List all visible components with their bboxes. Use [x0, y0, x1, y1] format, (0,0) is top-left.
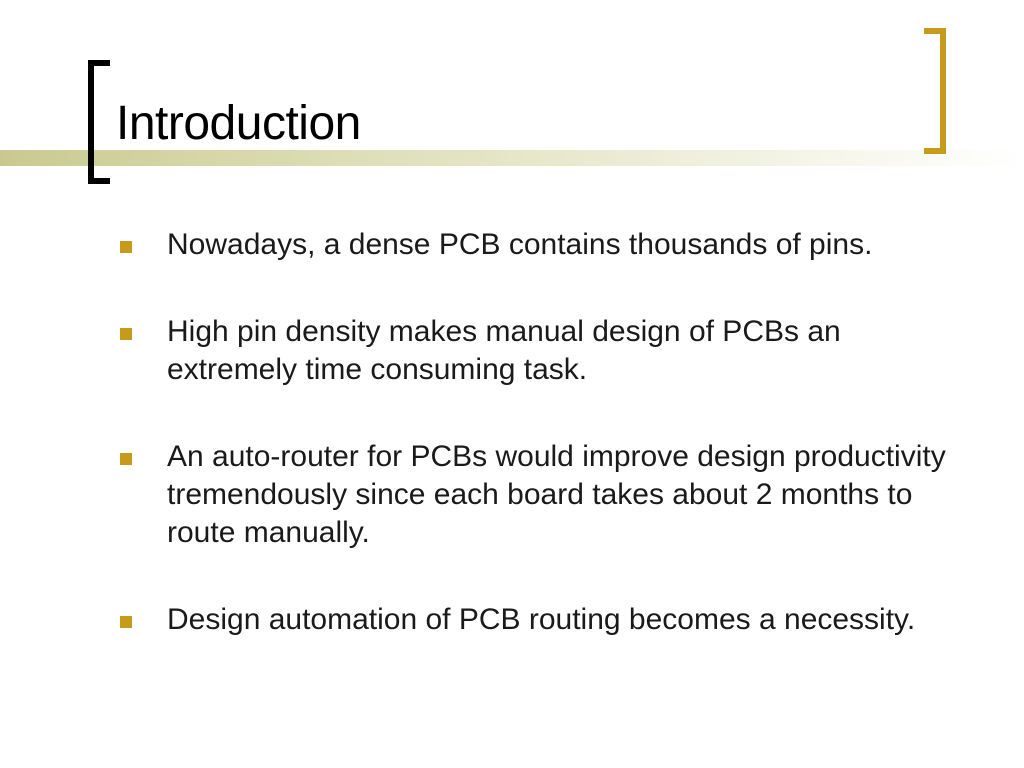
square-bullet-icon	[120, 241, 132, 253]
bullet-item	[118, 438, 958, 552]
bullet-item	[118, 226, 958, 264]
bullet-text: An auto-router for PCBs would improve design productivity tremendously since each board takes about 2 months to route manually.	[167, 440, 946, 549]
slide-title: Introduction	[116, 97, 361, 150]
bullet-list	[118, 226, 958, 639]
bullet-text: Design automation of PCB routing becomes a necessity.	[167, 603, 916, 636]
square-bullet-icon	[120, 328, 132, 340]
square-bullet-icon	[120, 453, 132, 465]
bullet-item	[118, 313, 958, 389]
square-bullet-icon	[120, 616, 132, 628]
bullet-item	[118, 601, 958, 639]
left-bracket-decoration	[88, 60, 110, 184]
bullet-text: Nowadays, a dense PCB contains thousands of pins.	[167, 228, 873, 261]
title-band	[0, 150, 1024, 166]
bullet-text: High pin density makes manual design of PCBs an extremely time consuming task.	[167, 315, 841, 386]
right-bracket-decoration	[924, 28, 946, 154]
